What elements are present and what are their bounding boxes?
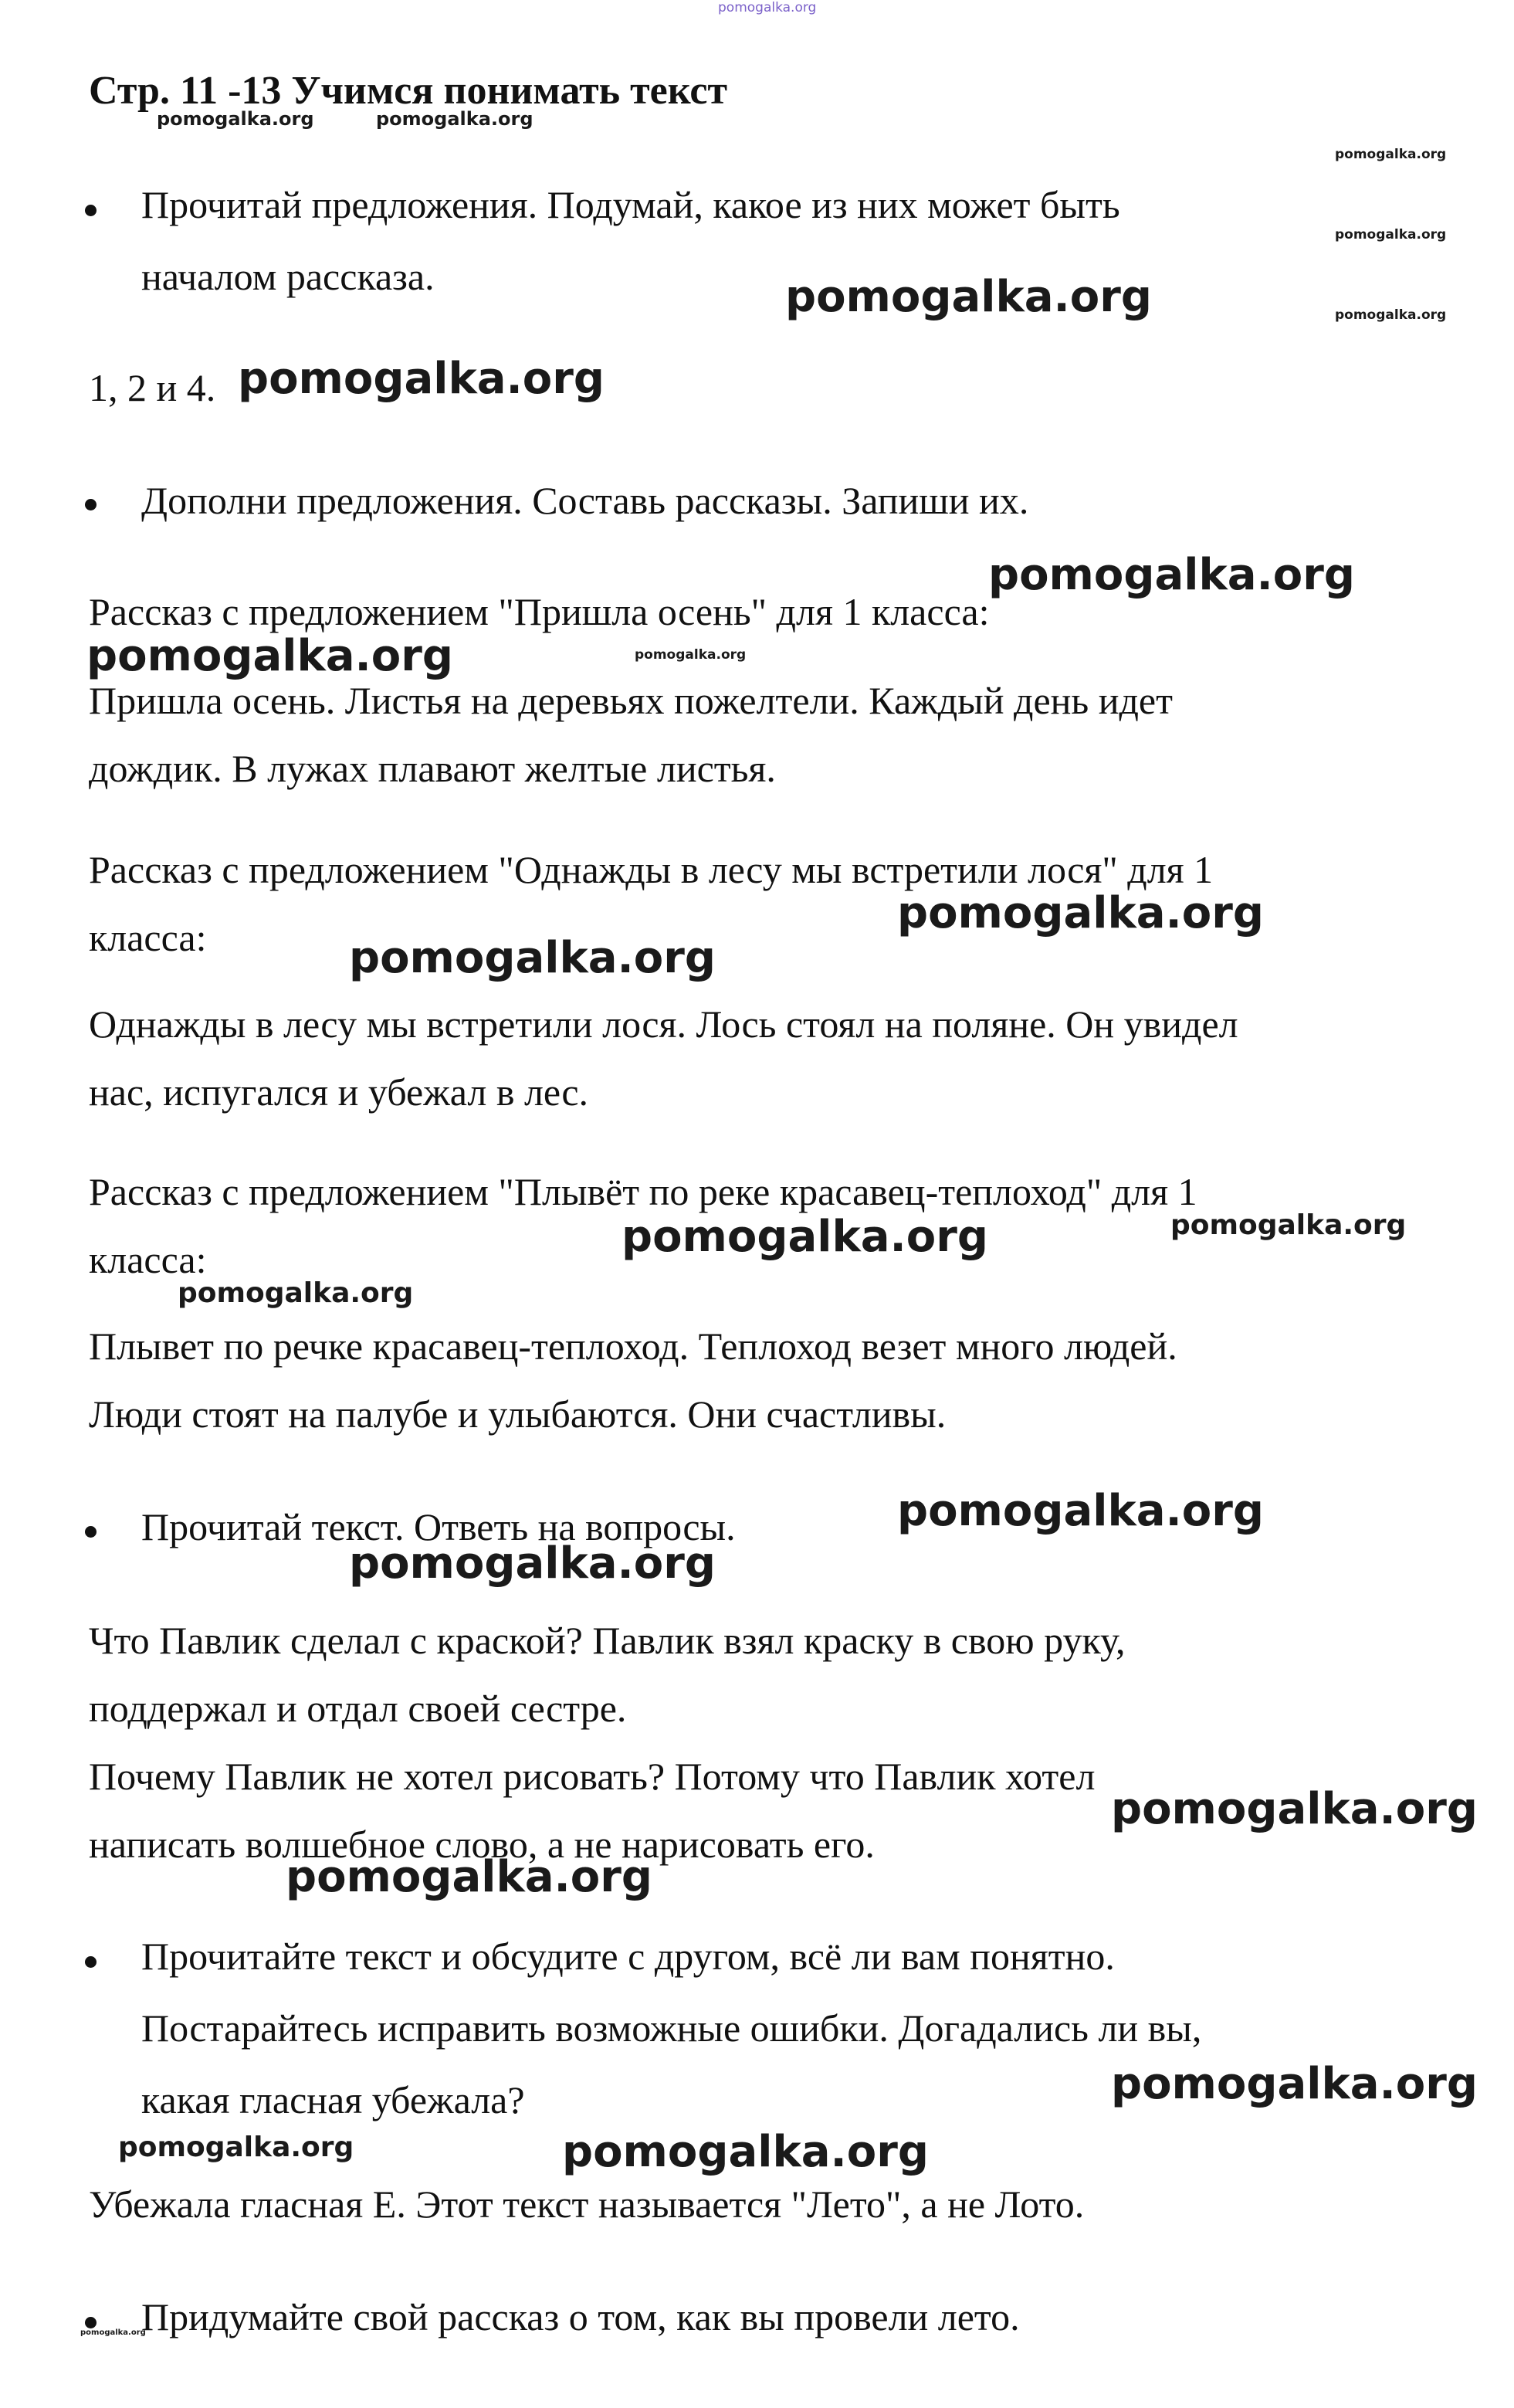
watermark: pomogalka.org: [1111, 1784, 1478, 1834]
text-line: Однажды в лесу мы встретили лося. Лось стоял на поляне. Он увидел: [89, 1002, 1238, 1046]
text-line: Рассказ с предложением "Плывёт по реке красавец-теплоход" для 1: [89, 1170, 1197, 1213]
watermark: pomogalka.org: [1335, 147, 1447, 162]
watermark: pomogalka.org: [622, 1212, 988, 1262]
watermark: pomogalka.org: [897, 1486, 1264, 1536]
bullet-2: [85, 499, 97, 510]
watermark: pomogalka.org: [635, 647, 747, 663]
watermark: pomogalka.org: [349, 933, 716, 983]
watermark: pomogalka.org: [349, 1538, 716, 1589]
text-line: Постарайтесь исправить возможные ошибки. Догадались ли вы,: [141, 2006, 1202, 2050]
text-line: класса:: [89, 1238, 207, 1281]
text-line: 1, 2 и 4.: [89, 366, 216, 409]
text-line: класса:: [89, 916, 207, 959]
watermark: pomogalka.org: [1111, 2059, 1478, 2109]
bullet-1: [85, 205, 97, 216]
watermark: pomogalka.org: [238, 354, 605, 404]
bullet-5: [85, 2317, 97, 2328]
watermark: pomogalka.org: [118, 2132, 354, 2163]
text-line: Убежала гласная Е. Этот текст называется "Лето", а не Лото.: [89, 2182, 1085, 2226]
text-line: Прочитайте текст и обсудите с другом, всё ли вам понятно.: [141, 1935, 1115, 1978]
watermark: pomogalka.org: [1335, 227, 1447, 242]
text-line: Дополни предложения. Составь рассказы. Запиши их.: [141, 479, 1029, 522]
text-line: дождик. В лужах плавают желтые листья.: [89, 747, 776, 790]
watermark: pomogalka.org: [157, 108, 314, 130]
text-line: Прочитай текст. Ответь на вопросы.: [141, 1505, 736, 1548]
bullet-4: [85, 1956, 97, 1968]
text-line: Рассказ с предложением "Пришла осень" для 1 класса:: [89, 590, 990, 633]
watermark: pomogalka.org: [286, 1852, 652, 1902]
text-line: началом рассказа.: [141, 255, 435, 298]
text-line: Почему Павлик не хотел рисовать? Потому что Павлик хотел: [89, 1755, 1096, 1798]
watermark: pomogalka.org: [988, 550, 1355, 600]
watermark: pomogalka.org: [785, 272, 1152, 322]
text-line: Что Павлик сделал с краской? Павлик взял краску в свою руку,: [89, 1619, 1126, 1662]
watermark: pomogalka.org: [1170, 1209, 1407, 1241]
watermark: pomogalka.org: [86, 631, 453, 681]
text-line: написать волшебное слово, а не нарисовать его.: [89, 1823, 875, 1866]
watermark: pomogalka.org: [897, 888, 1264, 938]
text-line: поддержал и отдал своей сестре.: [89, 1687, 627, 1730]
text-line: Рассказ с предложением "Однажды в лесу мы встретили лося" для 1: [89, 848, 1214, 891]
watermark: pomogalka.org: [376, 108, 533, 130]
text-line: какая гласная убежала?: [141, 2078, 525, 2121]
watermark: pomogalka.org: [1335, 307, 1447, 323]
bullet-3: [85, 1526, 97, 1538]
watermark: pomogalka.org: [80, 2328, 146, 2337]
page-title: Стр. 11 -13 Учимся понимать текст: [89, 69, 728, 113]
text-line: нас, испугался и убежал в лес.: [89, 1070, 589, 1114]
text-line: Пришла осень. Листья на деревьях пожелтели. Каждый день идет: [89, 679, 1173, 722]
text-line: Прочитай предложения. Подумай, какое из них может быть: [141, 183, 1120, 226]
watermark: pomogalka.org: [178, 1277, 414, 1309]
watermark: pomogalka.org: [562, 2127, 929, 2177]
text-line: Плывет по речке красавец-теплоход. Теплоход везет много людей.: [89, 1324, 1177, 1368]
text-line: Придумайте свой рассказ о том, как вы провели лето.: [141, 2295, 1020, 2338]
watermark: pomogalka.org: [718, 0, 817, 15]
text-line: Люди стоят на палубе и улыбаются. Они счастливы.: [89, 1392, 947, 1436]
